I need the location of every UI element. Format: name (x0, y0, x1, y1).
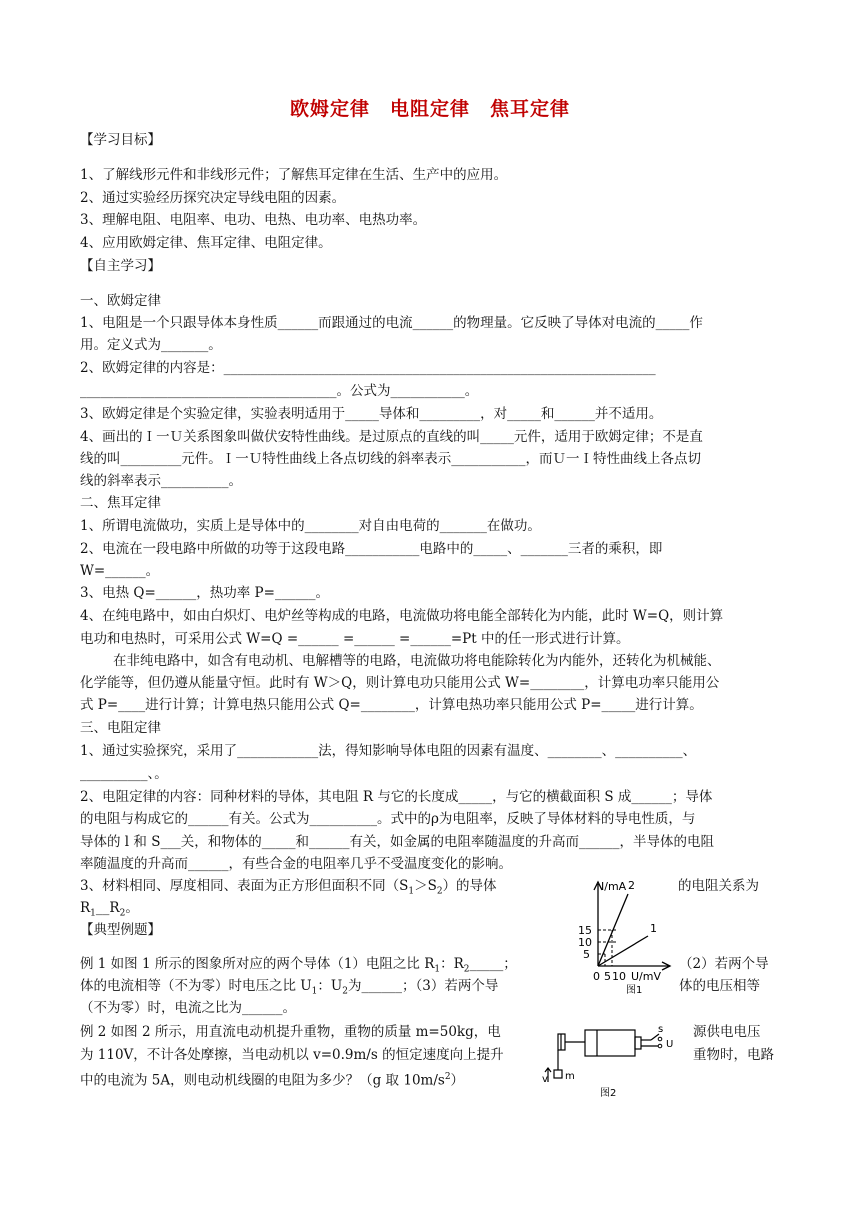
subsection-ohms-law: 一、欧姆定律 (80, 293, 161, 309)
question-text: 电功和电热时，可采用公式 W=Q =______ =______ =______=Pt 中的任一形式进行计算。 (80, 631, 630, 647)
voltage-label: U (666, 1039, 674, 1050)
example-2-text: 例 2 如图 2 所示，用直流电动机提升重物，重物的质量 m=50kg，电 (80, 1024, 501, 1040)
line-2-label: 2 (628, 879, 635, 892)
example-2-text: 为 110V，不计各处摩擦，当电动机以 v=0.9m/s 的恒定速度向上提升 (80, 1047, 504, 1063)
question-text: 4、画出的Ｉ一Ｕ关系图象叫做伏安特性曲线。是过原点的直线的叫_____元件，适用于欧姆定律；不是直 (80, 429, 703, 445)
question-text: 2、欧姆定律的内容是：________________________________________________________________ (80, 360, 656, 376)
question-text: 2、电阻定律的内容：同种材料的导体，其电阻 R 与它的长度成_____，与它的横截面积 S 成______；导体 (80, 789, 713, 805)
figure-2-caption: 图2 (600, 1088, 617, 1099)
question-text: 1、通过实验探究，采用了____________法，得知影响导体电阻的因素有温度、________、__________、 (80, 743, 697, 759)
question-text: 导体的 l 和 S___关，和物体的_____和______有关，如金属的电阻率随温度的升高而______，半导体的电阻 (80, 834, 714, 850)
section-heading-self-study: 【自主学习】 (80, 258, 161, 274)
question-text: 4、在纯电路中，如由白炽灯、电炉丝等构成的电路，电流做功将电能全部转化为内能，此时 W=Q，则计算 (80, 608, 724, 624)
question-text: 的电阻关系为 (678, 878, 759, 894)
motor-body (585, 1030, 635, 1056)
x-tick-label: 10 (612, 970, 626, 983)
x-tick-label: 5 (604, 970, 611, 983)
goal-item: 2、通过实验经历探究决定导线电阻的因素。 (80, 190, 346, 206)
example-1-text: 体的电压相等 (679, 978, 760, 994)
question-text: 线的斜率表示__________。 (80, 473, 242, 489)
goal-item: 1、了解线形元件和非线形元件；了解焦耳定律在生活、生产中的应用。 (80, 167, 508, 183)
question-text: __________、。 (80, 766, 168, 782)
question-text: 化学能等，但仍遵从能量守恒。此时有 W＞Q，则计算电功只能用公式 W=________，计算电功率只能用公 (80, 675, 720, 691)
question-text: ______________________________________。公式为___________。 (80, 383, 479, 399)
velocity-label: v (542, 1074, 548, 1085)
question-text: 率随温度的升高而______，有些合金的电阻率几乎不受温度变化的影响。 (80, 856, 512, 872)
y-tick-label: 5 (583, 948, 590, 961)
example-2-text: 中的电流为 5A，则电动机线圈的电阻为多少？（g 取 $10m/s^2$） (80, 1072, 465, 1089)
section-heading-examples: 【典型例题】 (80, 922, 161, 938)
example-2-text: 源供电电压 (693, 1024, 761, 1040)
question-text: 的电阻与构成它的______有关。公式为__________。式中的ρ为电阻率，反映了导体材料的导电性质，与 (80, 811, 696, 827)
terminal (658, 1037, 662, 1041)
page-title: 欧姆定律 电阻定律 焦耳定律 (289, 98, 570, 120)
example-2-text: 重物时，电路 (693, 1047, 774, 1063)
example-1-text: （2）若两个导 (679, 956, 769, 972)
figure-2-motor-diagram (540, 1024, 690, 1106)
figure-1-iu-graph (548, 876, 678, 1008)
section-heading-goals: 【学习目标】 (80, 132, 161, 148)
goal-item: 3、理解电阻、电阻率、电功、电热、电功率、电热功率。 (80, 212, 427, 228)
x-axis-label: U/mV (631, 970, 661, 983)
example-1-text: （不为零）时，电流之比为______。 (80, 1000, 296, 1016)
question-text: 式 P=____进行计算；计算电热只能用公式 Q=________，计算电热功率只能用公式 P=_____进行计算。 (80, 697, 703, 713)
question-text: 1、所谓电流做功，实质上是导体中的________对自由电荷的_______在做功。 (80, 518, 541, 534)
example-1-text: 体的电流相等（不为零）时电压之比 $U_1$：$U_2$为______；（3）若两个导 (80, 978, 499, 997)
question-text: 在非纯电路中，如含有电动机、电解槽等的电路，电流做功将电能除转化为内能外，还转化为机械能、 (113, 653, 721, 669)
y-tick-label: 15 (578, 924, 592, 937)
weight-block (554, 1070, 562, 1078)
question-text: 线的叫_________元件。Ｉ一Ｕ特性曲线上各点切线的斜率表示___________，而Ｕ一Ｉ特性曲线上各点切 (80, 451, 701, 467)
example-1-text: 例 1 如图 1 所示的图象所对应的两个导体（1）电阻之比 $R_1$：$R_2\_\_\_\_\_$； (80, 956, 517, 975)
line-1-label: 1 (650, 922, 657, 935)
x-tick-label: 0 (593, 970, 600, 983)
subsection-resistance-law: 三、电阻定律 (80, 720, 161, 736)
question-text: 3、欧姆定律是个实验定律，实验表明适用于_____导体和_________，对_____和______并不适用。 (80, 406, 663, 422)
question-text: $R_1\_\_R_2$。 (80, 900, 139, 919)
question-text: 用。定义式为_______。 (80, 337, 222, 353)
goal-item: 4、应用欧姆定律、焦耳定律、电阻定律。 (80, 235, 332, 251)
mass-label: m (565, 1071, 575, 1082)
y-tick-label: 10 (578, 936, 592, 949)
subsection-joules-law: 二、焦耳定律 (80, 495, 161, 511)
terminal (658, 1044, 662, 1048)
motor-end (635, 1037, 641, 1049)
y-axis-label: I/mA (601, 880, 627, 893)
question-text: 3、材料相同、厚度相同、表面为正方形但面积不同$(S_1>S_2)$的导体 (80, 878, 497, 897)
question-text: 3、电热 Q=______，热功率 P=______。 (80, 585, 329, 601)
switch-label: s (658, 1024, 664, 1035)
question-text: 2、电流在一段电路中所做的功等于这段电路___________电路中的_____、_______三者的乘积，即 (80, 541, 663, 557)
figure-1-caption: 图1 (626, 985, 643, 996)
question-text: 1、电阻是一个只跟导体本身性质______而跟通过的电流______的物理量。它反映了导体对电流的_____作 (80, 315, 703, 331)
question-text: W=______。 (80, 563, 160, 579)
